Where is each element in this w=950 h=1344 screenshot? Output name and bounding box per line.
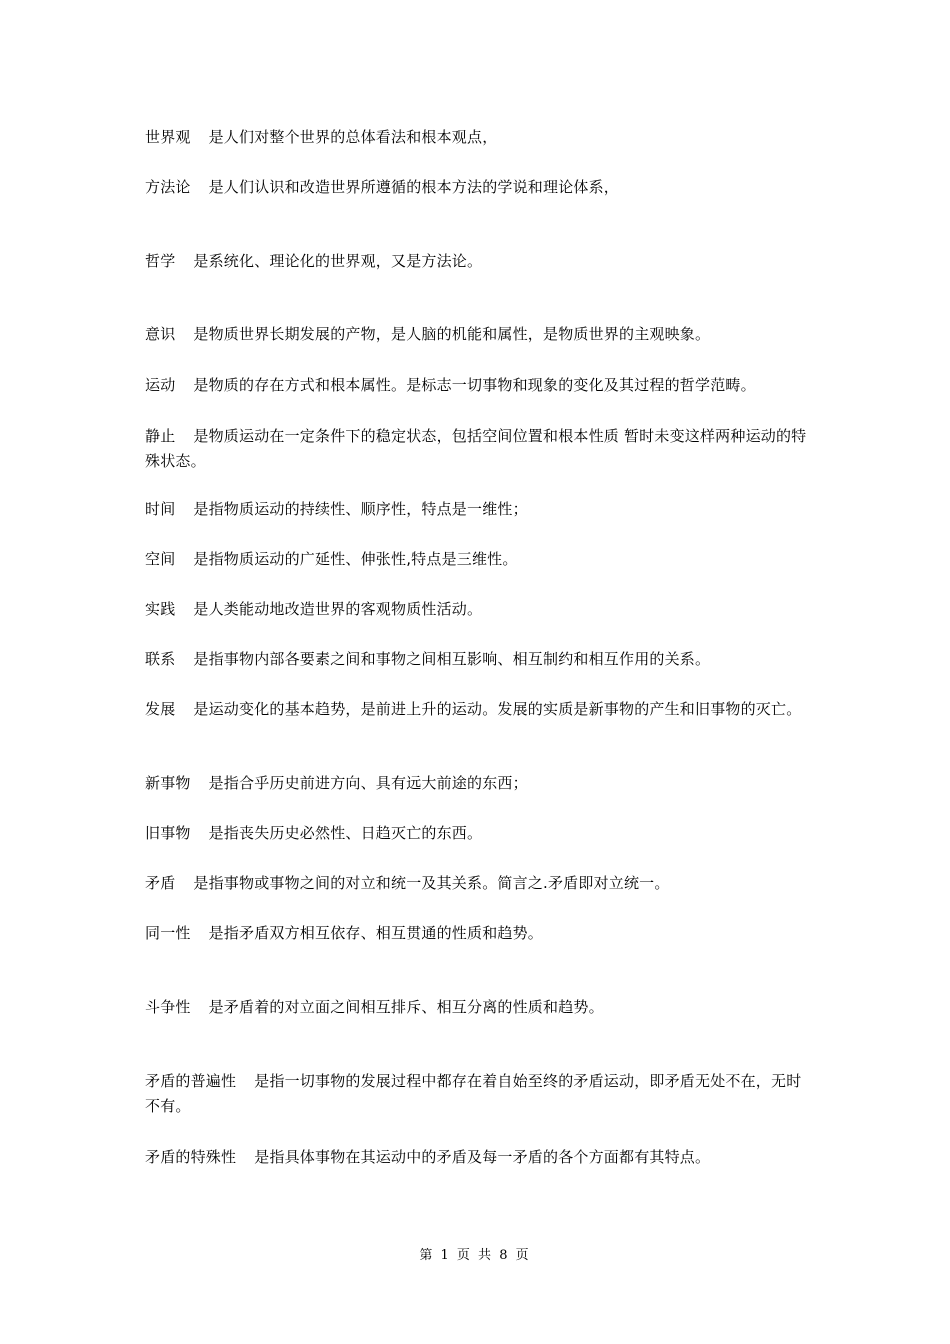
definition-term: 空间 — [145, 550, 176, 568]
definition-entry — [145, 821, 810, 846]
definition-term: 静止 — [145, 427, 176, 445]
definition-term: 哲学 — [145, 252, 176, 270]
definition-term: 方法论 — [145, 178, 191, 196]
definition-entry — [145, 424, 810, 474]
definition-term: 同一性 — [145, 924, 191, 942]
definition-entry — [145, 871, 810, 896]
definition-entry — [145, 125, 810, 150]
definition-entry — [145, 249, 810, 274]
definition-entry — [145, 1069, 810, 1119]
definition-text: 是指丧失历史必然性、日趋灭亡的东西。 — [208, 824, 483, 842]
definition-entry — [145, 373, 810, 398]
page-footer: 第 1 页 共 8 页 — [419, 1248, 531, 1263]
definition-text: 是指事物或事物之间的对立和统一及其关系。简言之.矛盾即对立统一。 — [193, 874, 670, 892]
definition-text: 是物质运动在一定条件下的稳定状态，包括空间位置和根本性质 暂时未变这样两种运动的特殊状态。 — [145, 427, 807, 470]
definition-text: 是指事物内部各要素之间和事物之间相互影响、相互制约和相互作用的关系。 — [193, 650, 711, 668]
definition-term: 意识 — [145, 325, 176, 343]
definition-text: 是系统化、理论化的世界观，又是方法论。 — [193, 252, 483, 270]
definition-text: 是物质的存在方式和根本属性。是标志一切事物和现象的变化及其过程的哲学范畴。 — [193, 376, 756, 394]
definition-text: 是人们认识和改造世界所遵循的根本方法的学说和理论体系， — [208, 178, 620, 196]
definition-term: 世界观 — [145, 128, 191, 146]
definition-term: 矛盾的普遍性 — [145, 1072, 237, 1090]
definition-entry — [145, 697, 810, 722]
definition-text: 是指矛盾双方相互依存、相互贯通的性质和趋势。 — [208, 924, 544, 942]
definition-term: 矛盾的特殊性 — [145, 1148, 237, 1166]
definition-text: 是指物质运动的持续性、顺序性，特点是一维性； — [193, 500, 528, 518]
definition-entry — [145, 597, 810, 622]
definition-term: 运动 — [145, 376, 176, 394]
definition-entry — [145, 547, 810, 572]
definition-entry — [145, 497, 810, 522]
definition-entry — [145, 995, 810, 1020]
definition-text: 是人类能动地改造世界的客观物质性活动。 — [193, 600, 483, 618]
definition-text: 是矛盾着的对立面之间相互排斥、相互分离的性质和趋势。 — [208, 998, 604, 1016]
definition-text: 是物质世界长期发展的产物，是人脑的机能和属性，是物质世界的主观映象。 — [193, 325, 711, 343]
definition-text: 是指物质运动的广延性、伸张性,特点是三维性。 — [193, 550, 518, 568]
definition-text: 是指一切事物的发展过程中都存在着自始至终的矛盾运动，即矛盾无处不在，无时不有。 — [145, 1072, 802, 1115]
definition-term: 矛盾 — [145, 874, 176, 892]
definition-text: 是人们对整个世界的总体看法和根本观点， — [208, 128, 498, 146]
definition-term: 时间 — [145, 500, 176, 518]
definition-entry — [145, 322, 810, 347]
definition-term: 实践 — [145, 600, 176, 618]
definition-term: 斗争性 — [145, 998, 191, 1016]
definition-entry — [145, 921, 810, 946]
definition-text: 是指具体事物在其运动中的矛盾及每一矛盾的各个方面都有其特点。 — [254, 1148, 711, 1166]
definition-text: 是运动变化的基本趋势，是前进上升的运动。发展的实质是新事物的产生和旧事物的灭亡。 — [193, 700, 802, 718]
definition-term: 新事物 — [145, 774, 191, 792]
definition-term: 联系 — [145, 650, 176, 668]
definition-entry — [145, 175, 810, 200]
definition-text: 是指合乎历史前进方向、具有远大前途的东西； — [208, 774, 528, 792]
definition-term: 旧事物 — [145, 824, 191, 842]
definition-term: 发展 — [145, 700, 176, 718]
definition-entry — [145, 771, 810, 796]
definition-entry — [145, 1145, 810, 1170]
definition-entry — [145, 647, 810, 672]
